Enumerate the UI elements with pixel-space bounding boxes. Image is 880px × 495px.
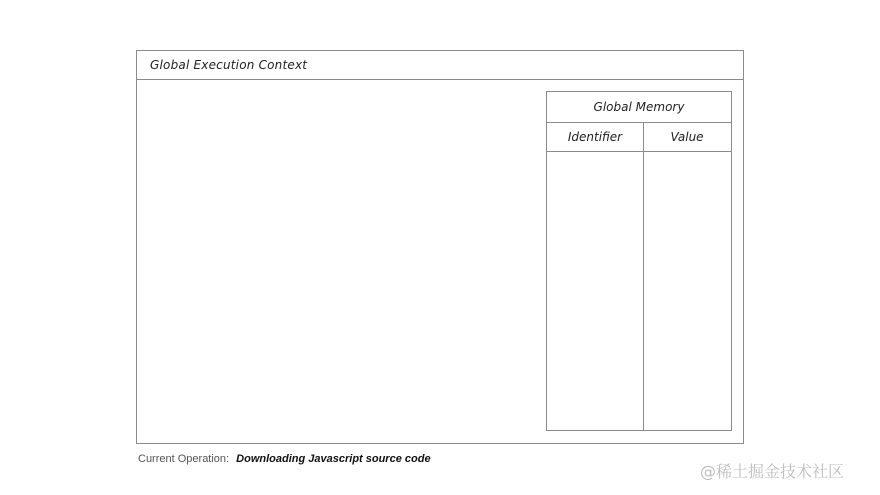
status-operation: Downloading Javascript source code [236,453,431,465]
global-memory-table [546,91,732,431]
column-divider [643,123,644,430]
execution-context-header [137,51,743,80]
global-execution-context-box [136,50,744,444]
execution-context-title: Global Execution Context [150,58,308,72]
identifier-column-header: Identifier [567,130,623,144]
current-operation-status [138,453,431,465]
status-label: Current Operation: [138,453,230,465]
global-memory-title: Global Memory [547,92,731,123]
value-column-header: Value [670,130,704,144]
global-memory-header-row [547,123,731,152]
watermark: @稀土掘金技术社区 [700,462,845,481]
